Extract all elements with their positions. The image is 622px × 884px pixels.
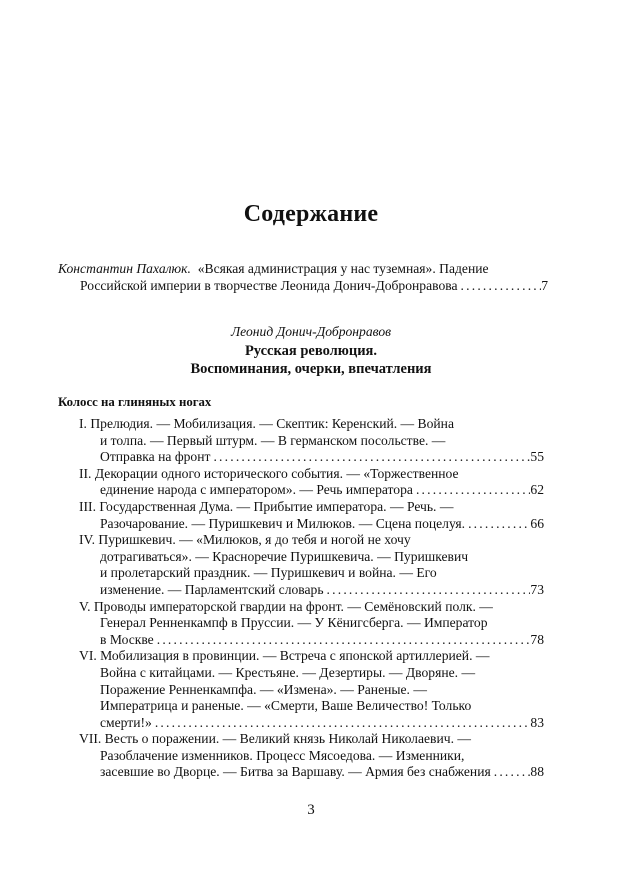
dot-leader <box>154 632 531 649</box>
intro-author: Константин Пахалюк. <box>58 261 191 276</box>
intro-entry[interactable] <box>58 260 548 294</box>
toc-entry-last-text: Разочарование. — Пуришкевич и Милюков. — Сцена поцелуя. <box>100 515 466 531</box>
dot-leader <box>324 582 531 599</box>
toc-entry[interactable] <box>79 731 544 781</box>
intro-text-line-2: Российской империи в творчестве Леонида Донич-Добронравова <box>80 278 458 293</box>
intro-text-line-1: «Всякая администрация у нас туземная». Падение <box>197 261 489 276</box>
toc-entry[interactable] <box>79 532 544 598</box>
toc-list <box>79 416 544 781</box>
toc-entry-line: Императрица и раненые. — «Смерти, Ваше Величество! Только <box>100 698 472 714</box>
toc-entry-last-line <box>79 482 544 499</box>
toc-entry-page: 66 <box>530 515 544 531</box>
toc-entry-page: 88 <box>530 764 544 780</box>
toc-entry-line: и пролетарский праздник. — Пуришкевич и война. — Его <box>100 565 437 581</box>
toc-entry-line: Разоблачение изменников. Процесс Мясоедова. — Изменники, <box>100 747 465 763</box>
toc-entry-line: Генерал Ренненкампф в Пруссии. — У Кёнигсберга. — Император <box>100 615 488 631</box>
dot-leader <box>465 516 530 533</box>
toc-entry-line: и толпа. — Первый штурм. — В германском посольстве. — <box>100 432 446 448</box>
book-author: Леонид Донич-Добронравов <box>230 324 392 339</box>
toc-entry-page: 55 <box>530 449 544 465</box>
page-title: Содержание <box>243 201 379 227</box>
dot-leader <box>152 715 531 732</box>
toc-entry-first-line: V. Проводы императорской гвардии на фронт. — Семёновский полк. — <box>79 598 493 614</box>
toc-entry[interactable] <box>79 599 544 649</box>
toc-entry-page: 62 <box>530 482 544 498</box>
toc-entry-last-text: Отправка на фронт <box>100 449 211 465</box>
toc-entry-last-text: засевшие во Дворце. — Битва за Варшаву. — Армия без снабжения <box>100 764 491 780</box>
toc-entry[interactable] <box>79 648 544 731</box>
dot-leader <box>458 277 542 294</box>
toc-entry[interactable] <box>79 416 544 466</box>
toc-entry-last-text: единение народа с императором». — Речь императора <box>100 482 413 498</box>
toc-entry-last-line <box>79 449 544 466</box>
toc-entry-first-line: VI. Мобилизация в провинции. — Встреча с японской артиллерией. — <box>79 648 490 664</box>
toc-entry-last-line <box>79 582 544 599</box>
page-number: 3 <box>307 802 315 818</box>
toc-entry-last-line <box>79 632 544 649</box>
toc-entry[interactable] <box>79 499 544 532</box>
toc-entry-first-line: VII. Весть о поражении. — Великий князь Николай Николаевич. — <box>79 731 471 747</box>
toc-entry-page: 83 <box>530 714 544 730</box>
book-title-line-1: Русская революция. <box>244 343 378 359</box>
toc-entry-first-line: I. Прелюдия. — Мобилизация. — Скептик: Керенский. — Война <box>79 416 454 431</box>
intro-line-2 <box>58 277 548 294</box>
toc-entry-last-text: изменение. — Парламентский словарь <box>100 581 324 597</box>
toc-entry-last-line <box>79 516 544 533</box>
book-title-line-2: Воспоминания, очерки, впечатления <box>190 361 432 377</box>
book-title <box>0 342 622 378</box>
toc-entry-line: Война с китайцами. — Крестьяне. — Дезертиры. — Дворяне. — <box>100 664 476 680</box>
toc-entry-first-line: III. Государственная Дума. — Прибытие императора. — Речь. — <box>79 498 454 514</box>
dot-leader <box>413 482 530 499</box>
dot-leader <box>491 764 531 781</box>
intro-page: 7 <box>541 278 548 293</box>
toc-entry-last-text: смерти!» <box>100 714 152 730</box>
toc-entry-first-line: II. Декорации одного исторического события. — «Торжественное <box>79 465 459 481</box>
toc-entry-last-line <box>79 715 544 732</box>
dot-leader <box>210 449 530 466</box>
section-title: Колосс на глиняных ногах <box>58 395 212 409</box>
toc-entry-last-text: в Москве <box>100 631 154 647</box>
toc-entry-line: дотрагиваться». — Красноречие Пуришкевича. — Пуришкевич <box>100 548 469 564</box>
toc-entry-page: 78 <box>530 631 544 647</box>
intro-line-1 <box>58 260 548 277</box>
toc-entry-first-line: IV. Пуришкевич. — «Милюков, я до тебя и ногой не хочу <box>79 532 411 548</box>
toc-entry-line: Поражение Ренненкампфа. — «Измена». — Раненые. — <box>100 681 427 697</box>
toc-entry-page: 73 <box>530 581 544 597</box>
toc-entry-last-line <box>79 764 544 781</box>
toc-entry[interactable] <box>79 466 544 499</box>
